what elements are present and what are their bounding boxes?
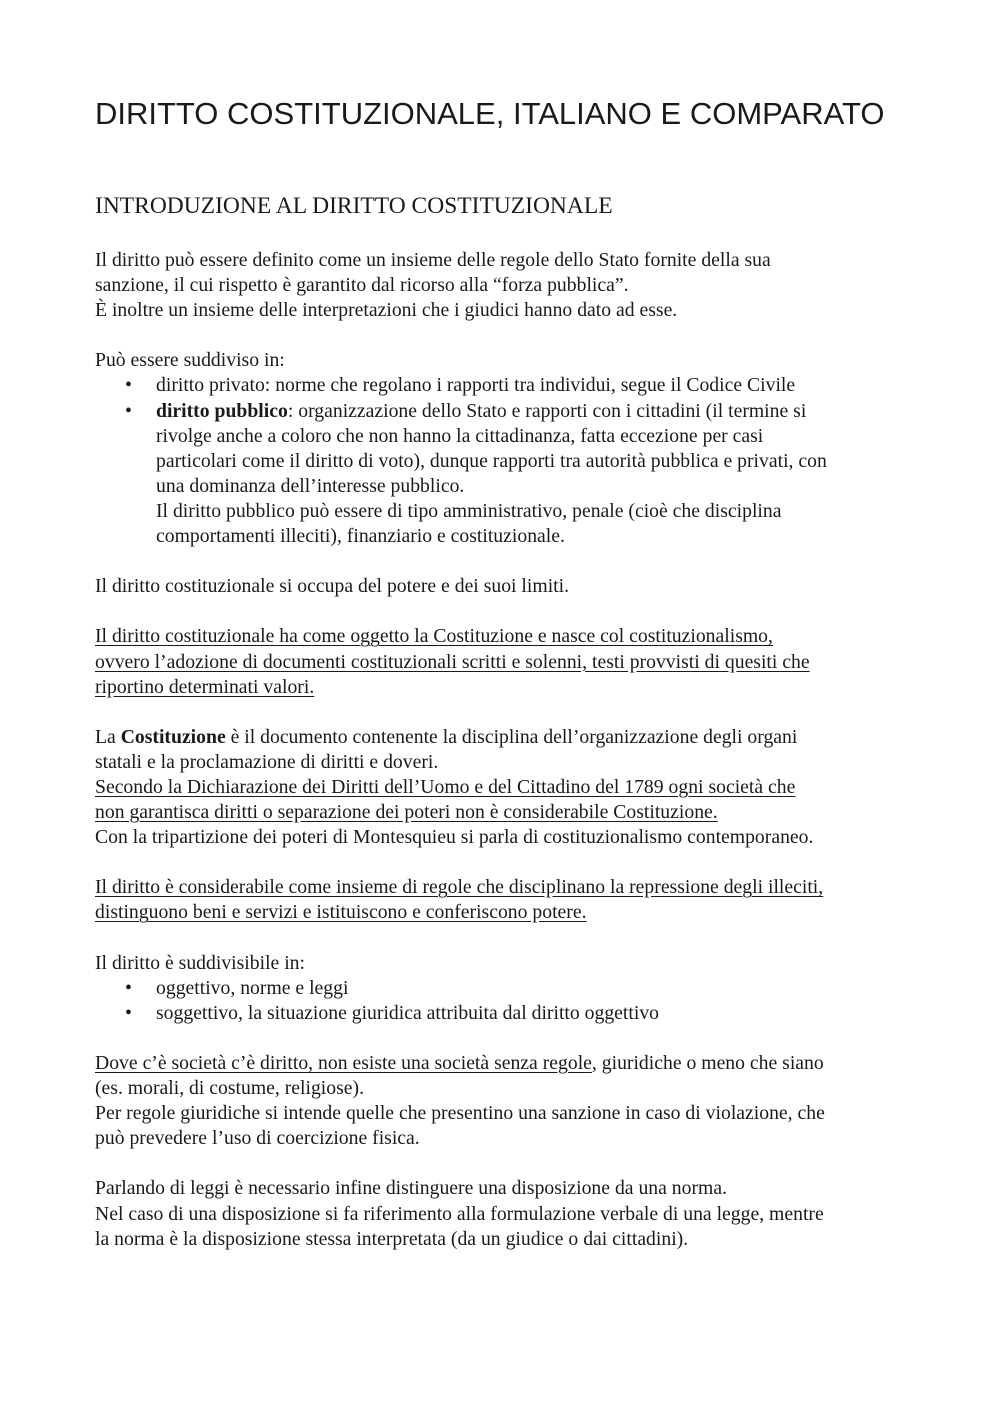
bullet-icon: • (125, 976, 132, 999)
subdivision-list (95, 373, 910, 549)
paragraph-object: Il diritto costituzionale ha come oggetto la Costituzione e nasce col costituzionalismo, ovvero l’adozione di documenti costituzionali scritti e solenni, testi provvisti di quesiti che riportino determinati valori. (95, 625, 810, 698)
document-body (95, 248, 910, 1252)
bullet-icon: • (125, 374, 132, 397)
list-item: • soggettivo, la situazione giuridica attribuita dal diritto oggettivo (95, 1001, 910, 1026)
list-item: • diritto pubblico: organizzazione dello Stato e rapporti con i cittadini (il termine si rivolge anche a coloro che non hanno la cittadinanza, fatta eccezione per casi particolari come il diritto di voto), dunque rapporti tra autorità pubblica e privati, con una dominanza dell’interesse pubblico. Il diritto pubblico può essere di tipo amministrativo, penale (cioè che disciplina comportamenti illeciti), finanziario e costituzionale. (125, 399, 827, 548)
paragraph-law-types-intro: Il diritto è suddivisibile in: (95, 951, 305, 974)
paragraph-disposition-norm: Parlando di leggi è necessario infine distinguere una disposizione da una norma. Nel caso di una disposizione si fa riferimento alla formulazione verbale di una legge, mentre la norma è la disposizione stessa interpretata (da un giudice o dai cittadini). (95, 1177, 824, 1250)
paragraph-constitutional-law: Il diritto costituzionale si occupa del potere e dei suoi limiti. (95, 575, 570, 598)
section-heading: INTRODUZIONE AL DIRITTO COSTITUZIONALE (95, 193, 613, 219)
paragraph-subdivision-intro: Può essere suddiviso in: (95, 349, 285, 372)
paragraph-definition: Il diritto può essere definito come un insieme delle regole dello Stato fornite della sua sanzione, il cui rispetto è garantito dal ricorso alla “forza pubblica”. È inoltre un insieme delle interpretazioni che i giudici hanno dato ad esse. (95, 249, 771, 322)
bullet-icon: • (125, 399, 132, 422)
document-title: DIRITTO COSTITUZIONALE, ITALIANO E COMPARATO (95, 96, 885, 131)
paragraph-constitution: La Costituzione è il documento contenente la disciplina dell’organizzazione degli organi statali e la proclamazione di diritti e doveri. Secondo la Dichiarazione dei Diritti dell’Uomo e del Cittadino del 1789 ogni società che non garantisca diritti o separazione dei poteri non è considerabile Costituzione. Con la tripartizione dei poteri di Montesquieu si parla di costituzionalismo contemporaneo. (95, 725, 814, 849)
bullet-icon: • (125, 1001, 132, 1024)
paragraph-law-rules: Il diritto è considerabile come insieme di regole che disciplinano la repressione degli illeciti, distinguono beni e servizi e istituiscono e conferiscono potere. (95, 876, 824, 924)
law-types-list (95, 976, 910, 1026)
list-item: • diritto privato: norme che regolano i rapporti tra individui, segue il Codice Civile (95, 373, 910, 398)
paragraph-society: Dove c’è società c’è diritto, non esiste una società senza regole, giuridiche o meno che siano (es. morali, di costume, religiose). Per regole giuridiche si intende quelle che presentino una sanzione in caso di violazione, che può prevedere l’uso di coercizione fisica. (95, 1052, 825, 1150)
list-item: • oggettivo, norme e leggi (95, 976, 910, 1001)
